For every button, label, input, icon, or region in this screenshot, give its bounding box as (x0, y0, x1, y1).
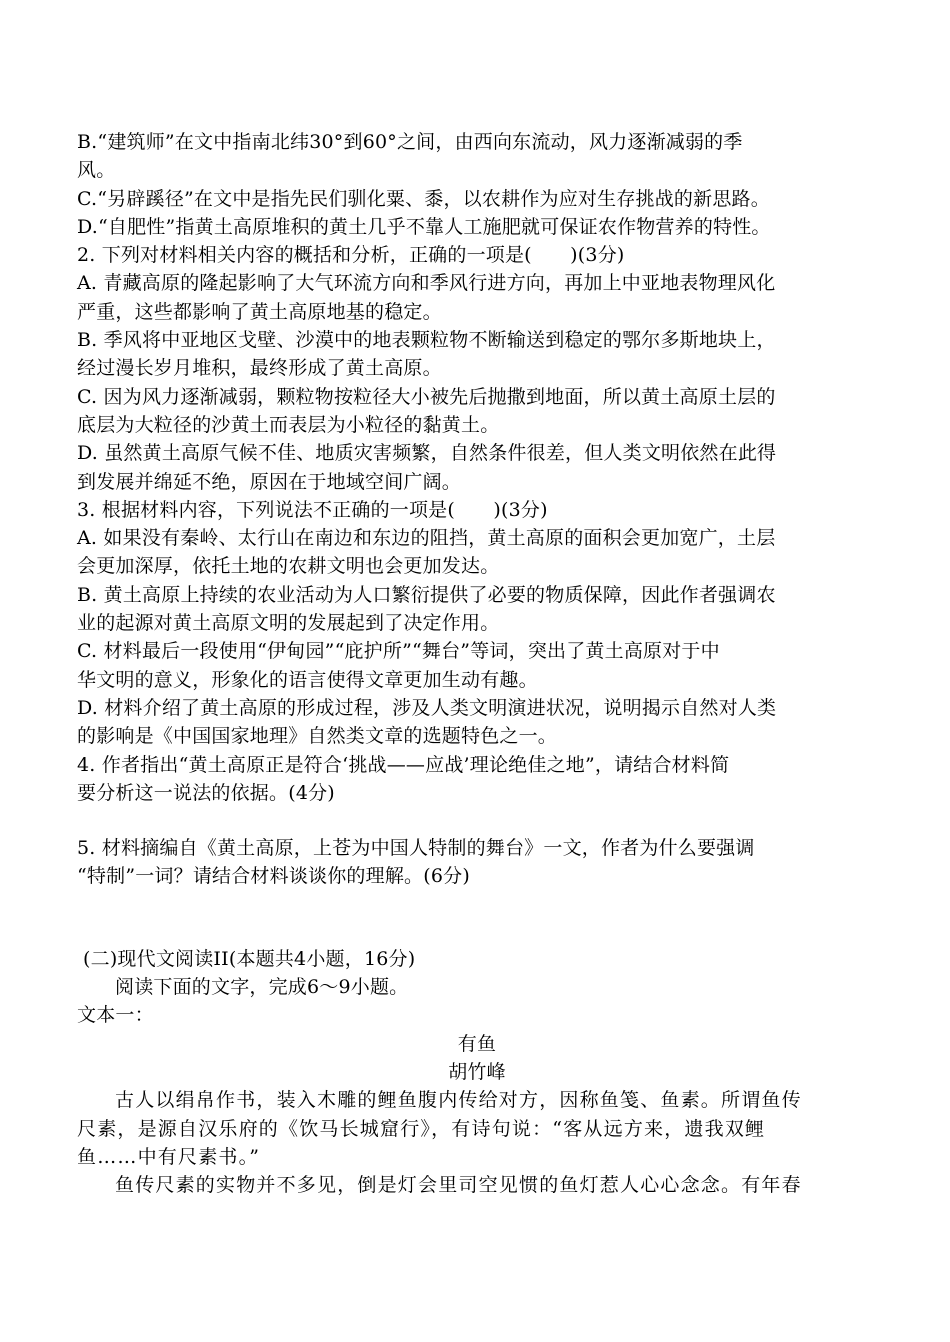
question-1-options (77, 128, 877, 241)
q3-option-a-line1: A. 如果没有秦岭、太行山在南边和东边的阻挡，黄土高原的面积会更加宽广，土层 (77, 527, 776, 550)
answer-space-q5 (77, 891, 877, 945)
q2-option-a-line1: A. 青藏高原的隆起影响了大气环流方向和季风行进方向，再加上中亚地表物理风化 (77, 272, 776, 295)
question-2 (77, 241, 877, 496)
q3-option-d-line2: 的影响是《中国国家地理》自然类文章的选题特色之一。 (77, 725, 558, 748)
article-paragraph-2-line1: 鱼传尺素的实物并不多见，倒是灯会里司空见惯的鱼灯惹人心心念念。有年春 (115, 1174, 802, 1197)
q4-stem-line1: 4. 作者指出“黄土高原正是符合‘挑战——应战’理论绝佳之地”，请结合材料简 (77, 753, 730, 776)
q2-stem: 2. 下列对材料相关内容的概括和分析，正确的一项是( )(3分) (77, 244, 625, 267)
q2-option-d-line1: D. 虽然黄土高原气候不佳、地质灾害频繁，自然条件很差，但人类文明依然在此得 (77, 442, 777, 465)
q3-stem: 3. 根据材料内容，下列说法不正确的一项是( )(3分) (77, 498, 548, 521)
q5-stem-line1: 5. 材料摘编自《黄土高原，上苍为中国人特制的舞台》一文，作者为什么要强调 (77, 837, 755, 860)
question-5 (77, 834, 877, 891)
answer-space-q4 (77, 807, 877, 834)
q1-option-b-line1: B.“建筑师”在文中指南北纬30°到60°之间，由西向东流动，风力逐渐减弱的季 (77, 131, 743, 153)
q2-option-b-line2: 经过漫长岁月堆积，最终形成了黄土高原。 (77, 357, 442, 380)
text-one-label: 文本一： (77, 1004, 154, 1027)
section-2 (77, 945, 877, 1200)
article-paragraph-1-line3: 鱼……中有尺素书。” (77, 1145, 261, 1168)
q2-option-d-line2: 到发展并绵延不绝，原因在于地域空间广阔。 (77, 470, 462, 493)
q1-option-d: D.“自肥性”指黄土高原堆积的黄土几乎不靠人工施肥就可保证农作物营养的特性。 (77, 215, 771, 238)
question-3 (77, 496, 877, 751)
document-page (77, 128, 877, 1199)
article-title: 有鱼 (457, 1032, 497, 1055)
article-paragraph-1-line1: 古人以绢帛作书，装入木雕的鲤鱼腹内传给对方，因称鱼笺、鱼素。所谓鱼传 (115, 1089, 802, 1112)
q3-option-c-line2: 华文明的意义，形象化的语言使得文章更加生动有趣。 (77, 668, 538, 691)
q1-option-b-line2: 风。 (77, 159, 116, 182)
q3-option-b-line1: B. 黄土高原上持续的农业活动为人口繁衍提供了必要的物质保障，因此作者强调农 (77, 583, 776, 606)
q1-option-c: C.“另辟蹊径”在文中是指先民们驯化粟、黍，以农耕作为应对生存挑战的新思路。 (77, 187, 770, 210)
q2-option-c-line1: C. 因为风力逐渐减弱，颗粒物按粒径大小被先后抛撒到地面，所以黄土高原土层的 (77, 385, 776, 408)
q3-option-c-line1: C. 材料最后一段使用“伊甸园”“庇护所”“舞台”等词，突出了黄土高原对于中 (77, 640, 720, 663)
q2-option-a-line2: 严重，这些都影响了黄土高原地基的稳定。 (77, 300, 442, 323)
q2-option-c-line2: 底层为大粒径的沙黄土而表层为小粒径的黏黄土。 (77, 413, 500, 436)
q3-option-a-line2: 会更加深厚，依托土地的农耕文明也会更加发达。 (77, 555, 500, 578)
q5-stem-line2: “特制”一词？请结合材料谈谈你的理解。(6分) (77, 865, 470, 888)
article-author: 胡竹峰 (448, 1060, 506, 1083)
q3-option-b-line2: 业的起源对黄土高原文明的发展起到了决定作用。 (77, 612, 500, 635)
q4-stem-line2: 要分析这一说法的依据。(4分) (77, 781, 335, 804)
q3-option-d-line1: D. 材料介绍了黄土高原的形成过程，涉及人类文明演进状况，说明揭示自然对人类 (77, 696, 777, 719)
question-4 (77, 751, 877, 808)
article-paragraph-1-line2: 尺素，是源自汉乐府的《饮马长城窟行》，有诗句说：“客从远方来，遗我双鲤 (77, 1117, 766, 1140)
q2-option-b-line1: B. 季风将中亚地区戈壁、沙漠中的地表颗粒物不断输送到稳定的鄂尔多斯地块上， (77, 329, 776, 352)
section-2-instruction: 阅读下面的文字，完成6～9小题。 (115, 976, 409, 999)
section-2-heading: (二)现代文阅读II(本题共4小题，16分) (83, 947, 416, 970)
